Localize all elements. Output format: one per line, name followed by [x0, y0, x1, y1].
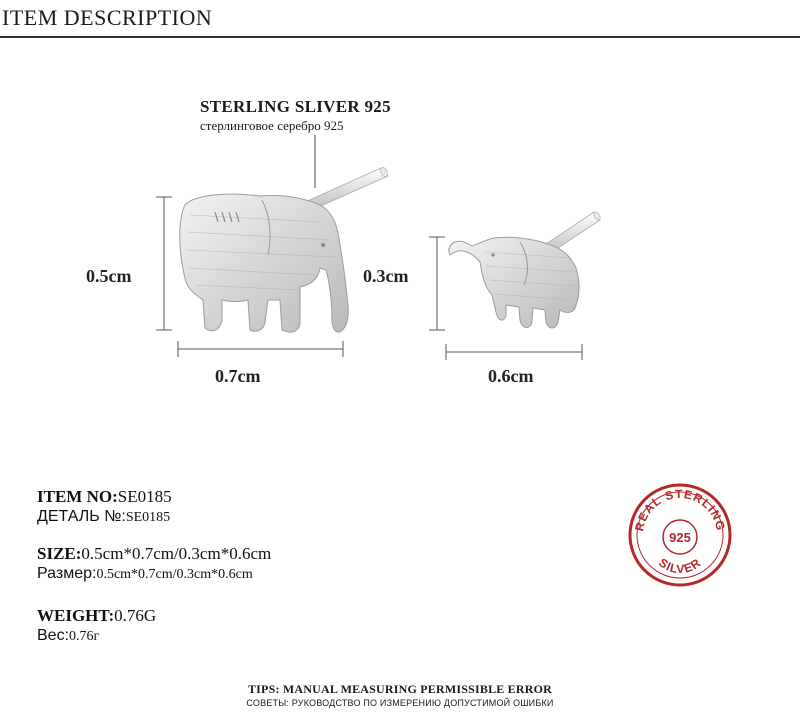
item-number-row-ru — [37, 508, 170, 526]
weight-key-ru: Вес: — [37, 627, 70, 644]
item-number-row — [37, 487, 172, 507]
size-key-ru: Размер: — [37, 565, 97, 582]
seal-center-text: 925 — [669, 530, 691, 545]
item-number-key-ru: ДЕТАЛЬ №: — [37, 508, 126, 525]
size-row-ru — [37, 565, 253, 583]
seal-top-text: REAL STERLING — [632, 486, 728, 533]
size-value-ru: 0.5cm*0.7cm/0.3cm*0.6cm — [96, 567, 253, 582]
tips-text-en: TIPS: MANUAL MEASURING PERMISSIBLE ERROR — [247, 682, 553, 696]
item-number-value-ru: SE0185 — [125, 510, 171, 525]
material-label-ru: стерлинговое серебро 925 — [200, 118, 344, 133]
weight-value-ru: 0.76г — [69, 629, 100, 644]
tips-text-ru: СОВЕТЫ: РУКОВОДСТВО ПО ИЗМЕРЕНИЮ ДОПУСТИМОЙ ОШИБКИ — [246, 698, 554, 708]
small-elephant-earring — [449, 211, 602, 328]
large-width-label: 0.7cm — [215, 366, 261, 386]
weight-key: WEIGHT: — [37, 606, 115, 625]
svg-text:REAL STERLING — [632, 487, 728, 532]
sterling-seal — [625, 480, 735, 590]
size-value: 0.5cm*0.7cm/0.3cm*0.6cm — [81, 544, 272, 563]
large-elephant-earring — [180, 166, 389, 332]
size-key: SIZE: — [37, 544, 82, 563]
item-number-value: SE0185 — [117, 487, 172, 506]
large-height-label: 0.5cm — [86, 266, 132, 286]
weight-row — [37, 606, 156, 626]
weight-value: 0.76G — [114, 606, 157, 625]
svg-text:SILVER — [656, 555, 704, 576]
page-title: ITEM DESCRIPTION — [2, 5, 213, 30]
item-number-key: ITEM NO: — [37, 487, 118, 506]
small-height-label: 0.3cm — [363, 266, 409, 286]
small-width-label: 0.6cm — [488, 366, 534, 386]
weight-row-ru — [37, 627, 99, 645]
seal-bottom-text: SILVER — [656, 555, 704, 577]
material-label-en: STERLING SLIVER 925 — [200, 97, 391, 116]
size-row — [37, 544, 271, 564]
